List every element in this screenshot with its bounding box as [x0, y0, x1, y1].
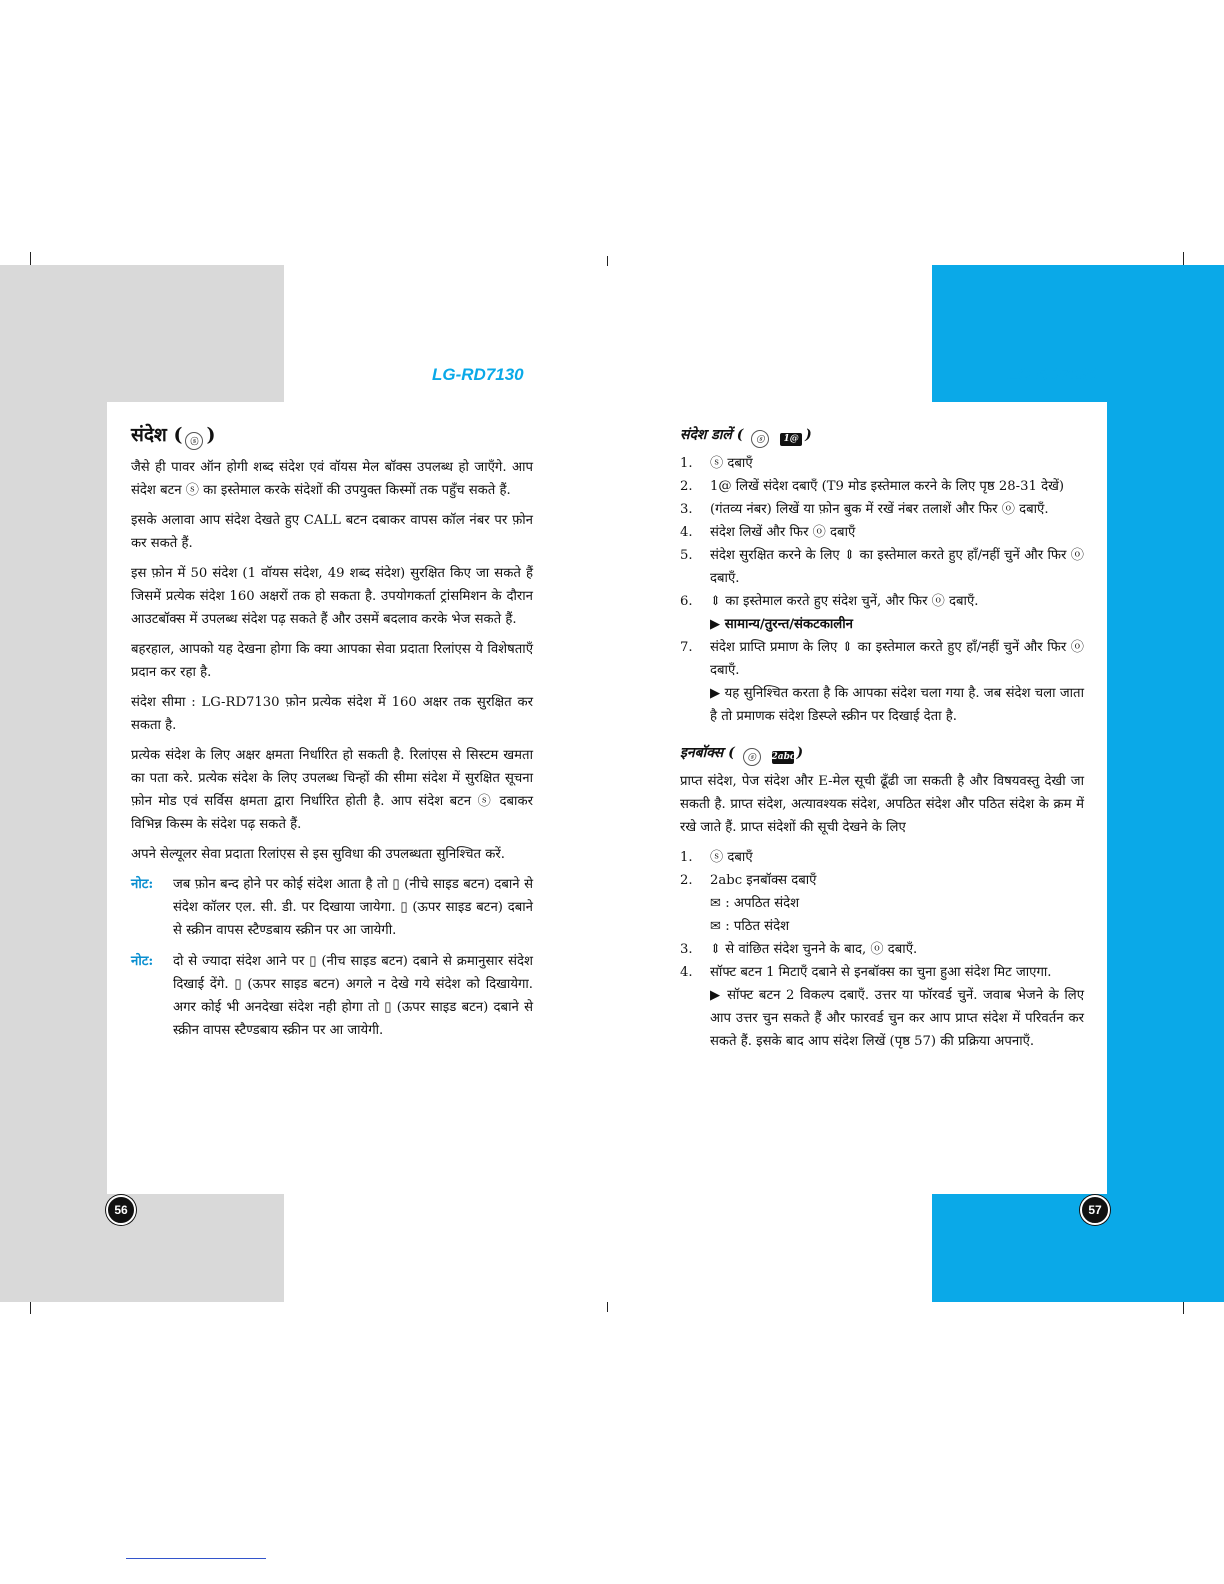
list-sub-item [680, 892, 1084, 915]
crop-mark [30, 252, 31, 266]
key-1-icon: 1@ [780, 433, 802, 446]
list-sub-item [680, 984, 1084, 1053]
paragraph: बहरहाल, आपको यह देखना होगा कि क्या आपका सेवा प्रदाता रिलांएस ये विशेषताएँ प्रदान कर रहा है. [131, 642, 533, 680]
note-text: जब फ़ोन बन्द होने पर कोई संदेश आता है तो ▯ (नीचे साइड बटन) दबाने से संदेश कॉलर एल. सी. डी. पर दिखाया जायेगा. ▯ (ऊपर साइड बटन) दबाने से स्क्रीन वापस स्टैण्डबाय स्क्रीन पर आ जायेगी. [173, 877, 533, 938]
page-number-right: 57 [1080, 1195, 1110, 1225]
item-number: 1. [680, 850, 693, 865]
item-text: 2abc इनबॉक्स दबाएँ [710, 873, 817, 888]
key-2-icon: 2abc [771, 752, 796, 762]
note-label: नोट: [131, 954, 154, 969]
crop-mark [607, 256, 608, 266]
right-model-header: LG-RD7130 [1007, 365, 1099, 384]
list-sub-item [680, 682, 1084, 728]
section-title-send: संदेश डालें ( ⓢ 1@ ) [680, 424, 1084, 448]
item-number: 1. [680, 456, 693, 471]
paragraph: प्राप्त संदेश, पेज संदेश और E-मेल सूची ढूँढी जा सकती है और विषयवस्तु देखी जा सकती है. प्राप्त संदेश, अत्यावश्यक संदेश, अपठित संदेश और पठित संदेश के क्रम में रखे जाते हैं. प्राप्त संदेशों की सूची देखने के लिए [680, 774, 1084, 835]
title-text: संदेश [131, 424, 167, 446]
list-item [680, 938, 1084, 961]
item-text: सॉफ्ट बटन 1 मिटाएँ दबाने से इनबॉक्स का चुना हुआ संदेश मिट जाएगा. [710, 965, 1052, 980]
item-text: ⇕ से वांछित संदेश चुनने के बाद, ⓞ दबाएँ. [710, 942, 918, 957]
paragraph: इसके अलावा आप संदेश देखते हुए CALL बटन दबाकर वापस कॉल नंबर पर फ़ोन कर सकते हैं. [131, 513, 533, 551]
section-title-text: इनबॉक्स ( [680, 745, 735, 761]
item-number: 3. [680, 942, 693, 957]
paragraph: संदेश सीमा : LG-RD7130 फ़ोन प्रत्येक संदेश में 160 अक्षर तक सुरक्षित कर सकता है. [131, 695, 533, 733]
page-title: संदेश ( ⓢ ) [131, 424, 533, 450]
list-item [680, 521, 1084, 544]
note [131, 873, 533, 942]
left-model-header: LG-RD7130 [432, 365, 524, 384]
item-number: 4. [680, 965, 693, 980]
item-number: 2. [680, 873, 693, 888]
paragraph: इस फ़ोन में 50 संदेश (1 वॉयस संदेश, 49 शब्द संदेश) सुरक्षित किए जा सकते हैं जिसमें प्रत्येक संदेश 160 अक्षरों तक हो सकता है. उपयोगकर्ता ट्रांसमिशन के दौरान आउटबॉक्स में उपलब्ध संदेश पढ़ सकते हैं और उसमें बदलाव करके भेज सकते हैं. [131, 566, 533, 627]
message-key-icon: ⓢ [743, 748, 761, 766]
item-text: ▶ सामान्य/तुरन्त/संकटकालीन [710, 617, 853, 632]
section-title-text: संदेश डालें ( [680, 427, 744, 443]
list-sub-item [680, 613, 1084, 636]
note [131, 950, 533, 1042]
item-text: संदेश प्राप्ति प्रमाण के लिए ⇕ का इस्तेमाल करते हुए हाँ/नहीं चुनें और फिर ⓞ दबाएँ. [710, 640, 1084, 678]
paragraph: प्रत्येक संदेश के लिए अक्षर क्षमता निर्धारित हो सकती है. रिलांएस से सिस्टम खमता का पता करे. प्रत्येक संदेश के लिए उपलब्ध चिन्हों की सीमा संदेश में सुरक्षित सूचना फ़ोन मोड एवं सर्विस क्षमता द्वारा निर्धारित होती है. आप संदेश बटन ⓢ दबाकर विभिन्न किस्म के संदेश पढ़ सकते हैं. [131, 748, 533, 832]
item-text: ⓢ दबाएँ [710, 456, 753, 471]
list-item [680, 544, 1084, 590]
list-item [680, 869, 1084, 892]
page-number-left: 56 [106, 1195, 136, 1225]
item-number: 4. [680, 525, 693, 540]
item-number: 6. [680, 594, 693, 609]
list-item [680, 475, 1084, 498]
item-number: 2. [680, 479, 693, 494]
item-text: ✉ : पठित संदेश [710, 919, 790, 934]
item-number: 7. [680, 640, 693, 655]
list-item [680, 636, 1084, 682]
crop-mark [1183, 1300, 1184, 1314]
paragraph: जैसे ही पावर ऑन होगी शब्द संदेश एवं वॉयस मेल बॉक्स उपलब्ध हो जाएँगे. आप संदेश बटन ⓢ का इस्तेमाल करके संदेशों की उपयुक्त किस्मों तक पहुँच सकते हैं. [131, 460, 533, 498]
item-text: संदेश लिखें और फिर ⓞ दबाएँ [710, 525, 856, 540]
footer-line [126, 1558, 266, 1559]
item-text: ⓢ दबाएँ [710, 850, 753, 865]
item-text: ✉ : अपठित संदेश [710, 896, 800, 911]
crop-mark [30, 1300, 31, 1314]
item-text: ⇕ का इस्तेमाल करते हुए संदेश चुनें, और फिर ⓞ दबाएँ. [710, 594, 979, 609]
list-sub-item [680, 915, 1084, 938]
item-number: 5. [680, 548, 693, 563]
crop-mark [607, 1302, 608, 1312]
item-text: (गंतव्य नंबर) लिखें या फ़ोन बुक में रखें नंबर तलाशें और फिर ⓞ दबाएँ. [710, 502, 1049, 517]
item-number [680, 892, 710, 915]
crop-mark [1183, 252, 1184, 266]
message-key-icon: ⓢ [751, 430, 769, 448]
note-text: दो से ज्यादा संदेश आने पर ▯ (नीच साइड बटन) दबाने से क्रमानुसार संदेश दिखाई देंगे. ▯ (ऊपर साइड बटन) अगले न देखे गये संदेश को दिखायेगा. अगर कोई भी अनदेखा संदेश नही होगा तो ▯ (ऊपर साइड बटन) दबाने से स्क्रीन वापस स्टैण्डबाय स्क्रीन पर आ जायेगी. [173, 954, 533, 1038]
list-item [680, 452, 1084, 475]
left-content [131, 424, 533, 1050]
item-text: ▶ सॉफ्ट बटन 2 विकल्प दबाएँ. उत्तर या फॉरवर्ड चुनें. जवाब भेजने के लिए आप उत्तर चुन सकते हैं और फारवर्ड चुन कर आप प्राप्त संदेश में परिवर्तन कर सकते हैं. इसके बाद आप संदेश लिखें (पृष्ठ 57) की प्रक्रिया अपनाएँ. [710, 988, 1084, 1049]
item-text: संदेश सुरक्षित करने के लिए ⇕ का इस्तेमाल करते हुए हाँ/नहीं चुनें और फिर ⓞ दबाएँ. [710, 548, 1084, 586]
item-text: ▶ यह सुनिश्चित करता है कि आपका संदेश चला गया है. जब संदेश चला जाता है तो प्रमाणक संदेश डिस्प्ले स्क्रीन पर दिखाई देता है. [710, 686, 1084, 724]
list-item [680, 961, 1084, 984]
item-number [680, 984, 710, 1053]
message-key-icon: ⓢ [185, 432, 203, 450]
item-text: 1@ लिखें संदेश दबाएँ (T9 मोड इस्तेमाल करने के लिए पृष्ठ 28-31 देखें) [710, 479, 1065, 494]
item-number [680, 915, 710, 938]
right-content [680, 424, 1084, 1053]
list-item [680, 590, 1084, 613]
paragraph: अपने सेल्यूलर सेवा प्रदाता रिलांएस से इस सुविधा की उपलब्धता सुनिश्चित करें. [131, 847, 505, 862]
item-number [680, 682, 710, 728]
list-item [680, 846, 1084, 869]
item-number [680, 613, 710, 636]
list-item [680, 498, 1084, 521]
section-title-inbox: इनबॉक्स ( ⓢ 2abc) [680, 742, 1084, 766]
item-number: 3. [680, 502, 693, 517]
note-label: नोट: [131, 877, 154, 892]
